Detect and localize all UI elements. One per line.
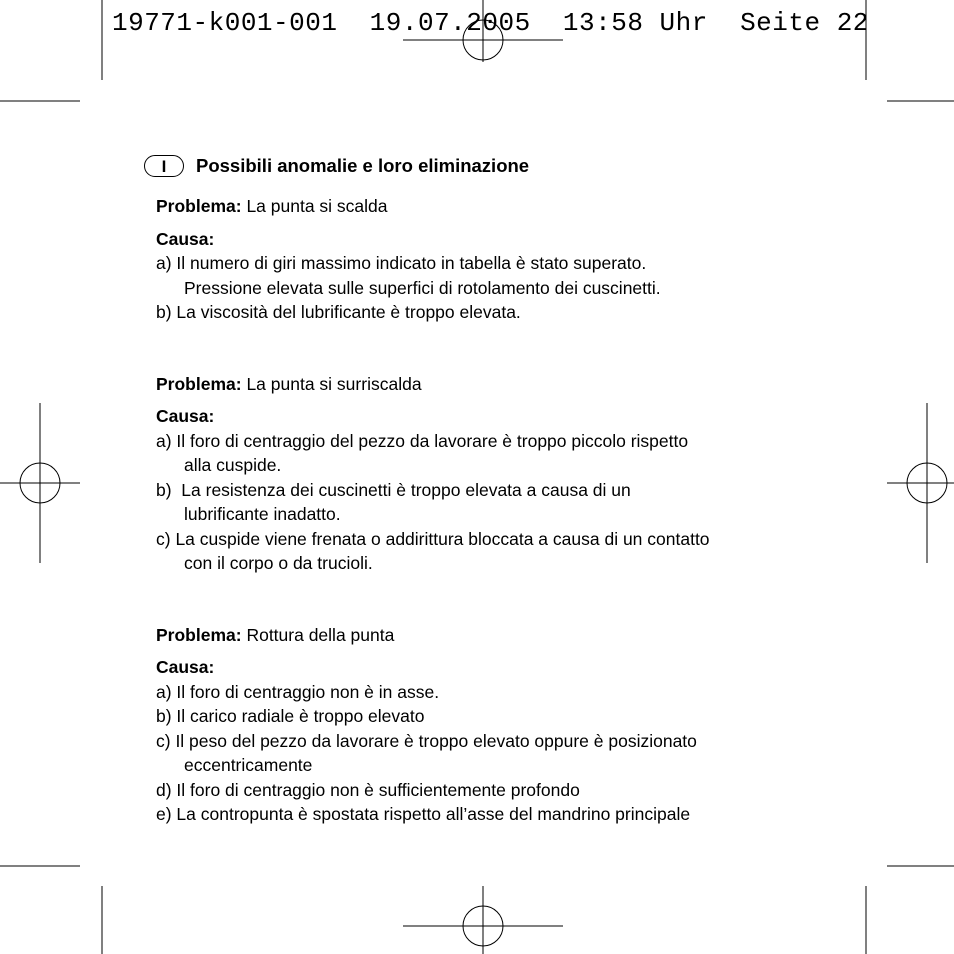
section-title: Possibili anomalie e loro eliminazione <box>196 155 530 176</box>
cause-item-continuation: lubrificante inadatto. <box>184 504 341 524</box>
problem-block <box>156 372 856 576</box>
problem-label: Problema: <box>156 373 242 394</box>
cause-label: Causa: <box>156 406 215 426</box>
cause-item: a) Il foro di centraggio non è in asse. <box>156 681 440 702</box>
cause-item: b) La viscosità del lubrificante è troppo elevata. <box>156 302 521 322</box>
cause-item: b) La resistenza dei cuscinetti è troppo elevata a causa di un <box>156 479 631 500</box>
cause-item: a) Il numero di giri massimo indicato in tabella è stato superato. <box>156 253 647 273</box>
cause-item: c) La cuspide viene frenata o addirittura bloccata a causa di un contatto <box>156 528 710 549</box>
cause-item-continuation: eccentricamente <box>184 755 313 775</box>
slug-page-label: Seite <box>740 8 821 38</box>
problem-label: Problema: <box>156 624 242 645</box>
cause-item-continuation: alla cuspide. <box>184 455 282 475</box>
slug-job-id: 19771-k001-001 <box>112 8 338 38</box>
problem-line <box>156 194 856 219</box>
problem-line <box>156 372 856 397</box>
cause-label: Causa: <box>156 657 215 677</box>
problem-text: La punta si scalda <box>246 196 388 216</box>
problem-label: Problema: <box>156 196 242 216</box>
cause-item-continuation: Pressione elevata sulle superfici di rotolamento dei cuscinetti. <box>184 277 661 298</box>
slug-time: 13:58 Uhr <box>562 8 708 38</box>
problem-text: La punta si surriscalda <box>246 373 422 394</box>
cause-item: e) La contropunta è spostata rispetto all’asse del mandrino principale <box>156 804 691 824</box>
language-badge: I <box>144 155 184 177</box>
cause-item: c) Il peso del pezzo da lavorare è troppo elevato oppure è posizionato <box>156 730 697 751</box>
troubleshooting-list <box>156 194 856 827</box>
cause-item: d) Il foro di centraggio non è sufficientemente profondo <box>156 779 580 800</box>
cause-item: b) Il carico radiale è troppo elevato <box>156 706 425 726</box>
problem-block <box>156 194 856 325</box>
problem-line <box>156 623 856 648</box>
cause-item: a) Il foro di centraggio del pezzo da lavorare è troppo piccolo rispetto <box>156 430 689 451</box>
registration-mark-bottom <box>403 886 563 954</box>
section-heading <box>144 152 529 180</box>
registration-mark-right <box>887 403 954 563</box>
cause-label: Causa: <box>156 228 215 249</box>
registration-mark-top <box>403 0 563 62</box>
problem-text: Rottura della punta <box>246 624 395 645</box>
slug-page-number: 22 <box>836 8 869 38</box>
registration-mark-left <box>0 403 80 563</box>
cause-item-continuation: con il corpo o da trucioli. <box>184 553 373 573</box>
problem-block <box>156 623 856 827</box>
slug-date: 19.07.2005 <box>369 8 531 38</box>
